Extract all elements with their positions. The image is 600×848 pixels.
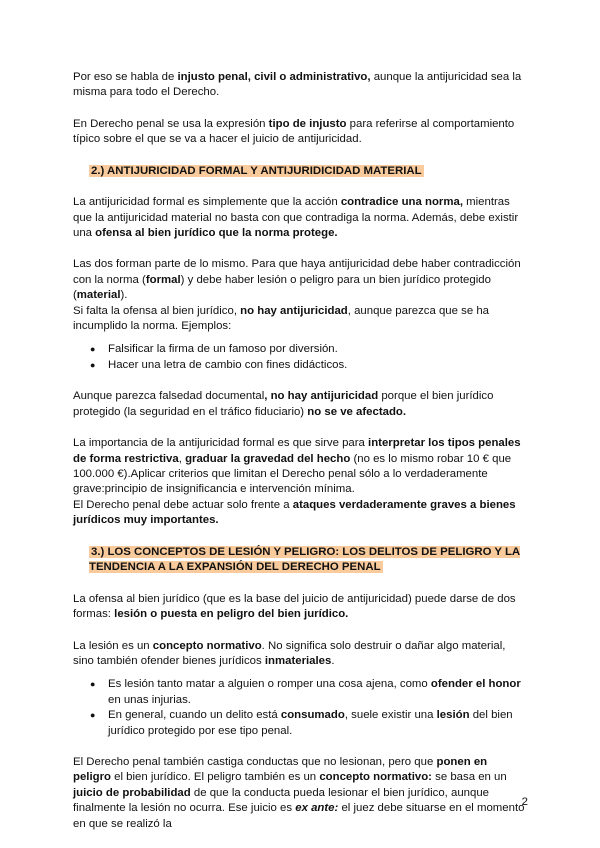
bullet-icon: ● xyxy=(90,359,96,370)
bold-text: tipo de injusto xyxy=(268,117,347,130)
text: mientras que la antijuricidad material no basta con que contradiga la norma. Además, debe existir una xyxy=(73,196,519,240)
bold-italic-text: ex ante: xyxy=(295,802,339,815)
text: el juez debe situarse en el momento en que se realizó la xyxy=(73,802,525,830)
bullet-icon: ● xyxy=(90,710,96,721)
text: En general, cuando un delito está xyxy=(108,709,281,722)
bold-text: formal xyxy=(145,273,181,286)
bold-text: concepto normativo: xyxy=(319,771,432,784)
text: , suele existir una xyxy=(344,709,437,722)
bold-text: ofender el honor xyxy=(430,678,521,691)
text: aunque la antijuricidad sea la misma para todo el Derecho. xyxy=(73,71,522,99)
bold-text: ataques verdaderamente graves a bienes jurídicos muy importantes. xyxy=(73,498,516,527)
text: para referirse al comportamiento típico sobre el que se va a hacer el juicio de antijuricidad. xyxy=(73,117,515,146)
list-item xyxy=(90,677,528,708)
paragraph xyxy=(73,639,528,670)
bullet-icon: ● xyxy=(90,679,96,690)
text: Si falta la ofensa al bien jurídico, xyxy=(73,304,241,317)
lesion-list xyxy=(73,677,528,739)
paragraph xyxy=(73,436,528,498)
text: . No significa solo destruir o dañar algo material, sino también ofender bienes jurídicos xyxy=(73,639,506,667)
bold-text: lesión o puesta en peligro del bien jurídico. xyxy=(114,608,349,621)
heading-text: 3.) LOS CONCEPTOS DE LESIÓN Y PELIGRO: LOS DELITOS DE PELIGRO Y LA TENDENCIA A LA EXPANSIÓN DEL DERECHO PENAL xyxy=(89,545,521,574)
text: (no es lo mismo robar 10 € que 100.000 €).Aplicar criterios que limitan el Derecho penal sólo a lo verdaderamente grave:principio de insignificancia e intervención mínima. xyxy=(73,452,512,496)
bold-text: juicio de probabilidad xyxy=(73,786,191,799)
text: Aunque parezca falsedad documental xyxy=(73,390,265,403)
text: Es lesión tanto matar a alguien o romper una cosa ajena, como xyxy=(108,678,431,691)
list-item xyxy=(90,358,528,373)
text: Las dos forman parte de lo mismo. Para que haya antijuricidad debe haber contradicción con la norma ( xyxy=(73,258,521,286)
bold-text: , no hay antijuricidad xyxy=(264,390,379,403)
bold-text: inmateriales xyxy=(264,654,332,667)
paragraph xyxy=(73,498,528,529)
bullet-icon: ● xyxy=(90,344,96,355)
bold-text: interpretar los tipos penales de forma restrictiva xyxy=(73,437,521,465)
section-heading xyxy=(89,164,528,180)
paragraph xyxy=(73,117,528,148)
bold-text: no se ve afectado. xyxy=(307,405,407,418)
example-list xyxy=(73,342,528,373)
paragraph xyxy=(73,70,528,101)
text: ) y debe haber lesión o peligro para un bien jurídico protegido ( xyxy=(73,273,491,302)
bold-text: injusto penal, civil o administrativo, xyxy=(177,71,371,83)
paragraph xyxy=(73,257,528,303)
text: . xyxy=(331,654,335,667)
text: ). xyxy=(120,289,128,302)
text: en unas injurias. xyxy=(108,693,191,706)
text: , xyxy=(178,452,186,465)
page-content xyxy=(73,70,528,832)
bold-text: concepto normativo xyxy=(152,639,262,652)
list-item xyxy=(90,708,528,739)
section-heading xyxy=(89,545,528,576)
list-item xyxy=(90,342,528,357)
text: El Derecho penal debe actuar solo frente a xyxy=(73,498,293,511)
text: , aunque parezca que se ha incumplido la norma. Ejemplos: xyxy=(73,304,489,333)
text: La antijuricidad formal es simplemente que la acción xyxy=(73,196,341,209)
text: La importancia de la antijuricidad formal es que sirve para xyxy=(73,437,369,450)
heading-text: 2.) ANTIJURICIDAD FORMAL Y ANTIJURIDICIDAD MATERIAL xyxy=(91,164,422,177)
bold-text: no hay antijuricidad xyxy=(240,304,348,317)
text: Por eso se habla de xyxy=(73,71,178,83)
bold-text: lesión xyxy=(436,709,470,722)
list-item-text: Hacer una letra de cambio con fines didácticos. xyxy=(108,358,348,371)
bold-text: consumado xyxy=(280,709,345,722)
paragraph xyxy=(73,592,528,623)
bold-text: ofensa al bien jurídico que la norma protege. xyxy=(95,227,338,240)
bold-text: ponen en peligro xyxy=(73,755,488,784)
bold-text: graduar la gravedad del hecho xyxy=(185,452,351,465)
text: el bien jurídico. El peligro también es un xyxy=(110,771,320,784)
text: La lesión es un xyxy=(73,639,153,652)
text: La ofensa al bien jurídico (que es la base del juicio de antijuricidad) puede darse de dos formas: xyxy=(73,592,516,621)
paragraph xyxy=(73,389,528,420)
bold-text: material xyxy=(76,289,121,302)
paragraph xyxy=(73,755,528,832)
text: de que la conducta pueda lesionar el bien jurídico, aunque finalmente la lesión no ocurra. Ese juicio es xyxy=(73,786,489,815)
text: porque el bien jurídico protegido (la seguridad en el tráfico fiduciario) xyxy=(73,390,494,418)
text: En Derecho penal se usa la expresión xyxy=(73,117,269,130)
text: se basa en un xyxy=(431,771,507,784)
bold-text: contradice una norma, xyxy=(340,196,463,209)
list-item-text: Falsificar la firma de un famoso por diversión. xyxy=(108,343,338,356)
paragraph xyxy=(73,195,528,241)
text: del bien jurídico protegido por ese tipo penal. xyxy=(108,709,513,737)
paragraph xyxy=(73,304,528,335)
text: El Derecho penal también castiga conductas que no lesionan, pero que xyxy=(73,755,437,768)
page-number: 2 xyxy=(521,796,528,808)
